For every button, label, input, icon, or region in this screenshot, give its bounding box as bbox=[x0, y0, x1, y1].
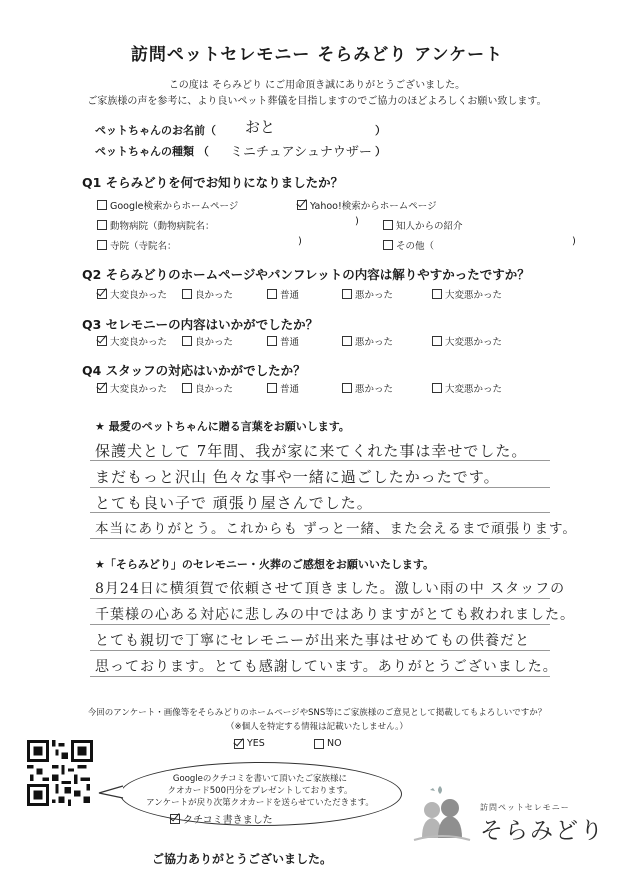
option-label: 大変良かった bbox=[110, 337, 168, 348]
checkbox[interactable] bbox=[97, 240, 107, 250]
option-label: YES bbox=[247, 738, 265, 749]
checkbox[interactable] bbox=[342, 289, 352, 299]
checkbox[interactable] bbox=[267, 289, 277, 299]
impression-rule bbox=[90, 676, 550, 677]
option-label: 普通 bbox=[280, 290, 300, 301]
q2-option-1[interactable] bbox=[182, 287, 233, 301]
checkbox[interactable] bbox=[182, 289, 192, 299]
checkbox[interactable] bbox=[342, 383, 352, 393]
q3-label: Q3 セレモニーの内容はいかがでしたか？ bbox=[82, 317, 319, 332]
checkbox[interactable] bbox=[342, 336, 352, 346]
q2-rating-row bbox=[97, 287, 517, 301]
q1-option-google[interactable] bbox=[97, 198, 238, 212]
message-line-3[interactable]: とても良い子で 頑張り屋さんでした。 bbox=[95, 494, 373, 512]
message-line-4[interactable]: 本当にありがとう。これからも ずっと一緒、また会えるまで頑張ります。 bbox=[95, 521, 577, 537]
review-line-3: アンケートが戻り次第クオカードを送らせていただきます。 bbox=[146, 798, 374, 808]
q2-option-4[interactable] bbox=[432, 287, 502, 301]
pet-name-label: ペットちゃんのお名前（ bbox=[95, 124, 216, 137]
option-label: 大変悪かった bbox=[445, 290, 503, 301]
checkbox[interactable] bbox=[97, 336, 107, 346]
checkbox[interactable] bbox=[234, 739, 244, 749]
pet-name-value[interactable]: おと bbox=[245, 118, 276, 136]
option-label: クチコミ書きました bbox=[183, 815, 273, 826]
intro-line-1: この度は そらみどり にご用命頂き誠にありがとうございました。 bbox=[168, 80, 466, 91]
checkbox[interactable] bbox=[267, 383, 277, 393]
option-label: 寺院（寺院名： bbox=[110, 241, 177, 252]
pet-breed-value[interactable]: ミニチュアシュナウザー bbox=[230, 145, 372, 160]
impression-heading: ★「そらみどり」のセレモニー・火葬のご感想をお願いいたします。 bbox=[95, 558, 434, 571]
option-label: 良かった bbox=[195, 384, 234, 395]
consent-question: 今回のアンケート・画像等をそらみどりのホームページやSNS等にご家族様のご意見として掲載してもよろしいですか？ bbox=[87, 708, 547, 718]
option-label: 動物病院（動物病院名： bbox=[110, 221, 215, 232]
q1-option-other[interactable] bbox=[383, 238, 434, 252]
review-line-1: Googleのクチコミを書いて頂いたご家族様に bbox=[172, 774, 348, 784]
impression-line-1[interactable]: 8月24日に横須賀で依頼させて頂きました。激しい雨の中 スタッフの bbox=[95, 581, 566, 597]
impression-rule bbox=[90, 598, 550, 599]
q1-option-vet[interactable] bbox=[97, 218, 215, 232]
consent-no[interactable] bbox=[314, 738, 342, 749]
q4-option-1[interactable] bbox=[182, 381, 233, 395]
checkbox[interactable] bbox=[97, 220, 107, 230]
checkbox[interactable] bbox=[297, 200, 307, 210]
q3-option-0[interactable] bbox=[97, 334, 167, 348]
option-label: 良かった bbox=[195, 290, 234, 301]
option-label: 悪かった bbox=[355, 290, 394, 301]
q3-rating-row bbox=[97, 334, 517, 348]
pet-breed-close: ） bbox=[375, 145, 386, 158]
intro-line-2: ご家族様の声を参考に、より良いペット葬儀を目指しますのでご協力のほどよろしくお願い致します。 bbox=[87, 96, 547, 107]
q1-temple-paren: ) bbox=[298, 236, 302, 247]
q4-rating-row bbox=[97, 381, 517, 395]
message-rule bbox=[90, 487, 550, 488]
checkbox[interactable] bbox=[97, 383, 107, 393]
thanks-message: ご協力ありがとうございました。 bbox=[152, 852, 333, 866]
option-label: NO bbox=[327, 738, 342, 749]
impression-line-2[interactable]: 千葉様の心ある対応に悲しみの中ではありますがとても救われました。 bbox=[95, 607, 575, 623]
option-label: 良かった bbox=[195, 337, 234, 348]
option-label: その他（ bbox=[396, 241, 435, 252]
checkbox[interactable] bbox=[432, 383, 442, 393]
impression-line-3[interactable]: とても親切で丁寧にセレモニーが出来た事はせめてもの供養だと bbox=[95, 633, 530, 649]
checkbox[interactable] bbox=[383, 220, 393, 230]
q4-option-4[interactable] bbox=[432, 381, 502, 395]
pet-name-close: ） bbox=[375, 124, 386, 137]
option-label: 悪かった bbox=[355, 337, 394, 348]
checkbox[interactable] bbox=[267, 336, 277, 346]
checkbox[interactable] bbox=[97, 289, 107, 299]
impression-rule bbox=[90, 650, 550, 651]
q1-label: Q1 そらみどりを何でお知りになりましたか？ bbox=[82, 175, 344, 190]
q1-option-temple[interactable] bbox=[97, 238, 177, 252]
option-label: 普通 bbox=[280, 337, 300, 348]
message-heading: ★ 最愛のペットちゃんに贈る言葉をお願いします。 bbox=[95, 420, 350, 433]
message-rule bbox=[90, 538, 550, 539]
checkbox[interactable] bbox=[182, 383, 192, 393]
review-checkbox[interactable] bbox=[170, 811, 273, 826]
q2-label: Q2 そらみどりのホームページやパンフレットの内容は解りやすかったですか？ bbox=[82, 267, 530, 282]
option-label: 大変悪かった bbox=[445, 384, 503, 395]
option-label: 悪かった bbox=[355, 384, 394, 395]
checkbox[interactable] bbox=[182, 336, 192, 346]
impression-rule bbox=[90, 624, 550, 625]
checkbox[interactable] bbox=[432, 336, 442, 346]
q1-option-friend[interactable] bbox=[383, 218, 463, 232]
q3-option-1[interactable] bbox=[182, 334, 233, 348]
q1-other-paren: ) bbox=[572, 236, 576, 247]
checkbox[interactable] bbox=[314, 739, 324, 749]
q3-option-4[interactable] bbox=[432, 334, 502, 348]
checkbox[interactable] bbox=[97, 200, 107, 210]
option-label: 大変良かった bbox=[110, 290, 168, 301]
q1-vet-paren: ) bbox=[355, 216, 359, 227]
q3-option-3[interactable] bbox=[342, 334, 393, 348]
logo-pets-icon bbox=[410, 782, 474, 844]
q4-option-3[interactable] bbox=[342, 381, 393, 395]
message-line-1[interactable]: 保護犬として 7年間、我が家に来てくれた事は幸せでした。 bbox=[95, 442, 528, 460]
q2-option-3[interactable] bbox=[342, 287, 393, 301]
option-label: Google検索からホームページ bbox=[110, 201, 239, 212]
checkbox[interactable] bbox=[170, 814, 180, 824]
q4-option-0[interactable] bbox=[97, 381, 167, 395]
q4-label: Q4 スタッフの対応はいかがでしたか？ bbox=[82, 363, 306, 378]
checkbox[interactable] bbox=[432, 289, 442, 299]
q3-option-2[interactable] bbox=[267, 334, 299, 348]
option-label: 大変悪かった bbox=[445, 337, 503, 348]
qr-code-icon[interactable] bbox=[27, 740, 93, 806]
impression-line-4[interactable]: 思っております。とても感謝しています。ありがとうございました。 bbox=[95, 659, 558, 675]
page-title: 訪問ペットセレモニー そらみどり アンケート bbox=[130, 45, 504, 65]
logo-title: そらみどり bbox=[480, 818, 605, 844]
option-label: 知人からの紹介 bbox=[396, 221, 463, 232]
option-label: 普通 bbox=[280, 384, 300, 395]
q4-option-2[interactable] bbox=[267, 381, 299, 395]
q2-option-2[interactable] bbox=[267, 287, 299, 301]
option-label: Yahoo!検索からホームページ bbox=[310, 201, 437, 212]
logo-subtitle: 訪問ペットセレモニー bbox=[480, 803, 570, 812]
checkbox[interactable] bbox=[383, 240, 393, 250]
pet-breed-label: ペットちゃんの種類 （ bbox=[95, 145, 209, 158]
message-line-2[interactable]: まだもっと沢山 色々な事や一緒に過ごしたかったです。 bbox=[95, 468, 500, 486]
consent-note: （※個人を特定する情報は記載いたしません。） bbox=[226, 722, 408, 732]
review-line-2: クオカード500円分をプレゼントしております。 bbox=[167, 786, 353, 796]
q1-option-yahoo[interactable] bbox=[297, 198, 437, 212]
option-label: 大変良かった bbox=[110, 384, 168, 395]
q2-option-0[interactable] bbox=[97, 287, 167, 301]
consent-yes[interactable] bbox=[234, 738, 265, 749]
